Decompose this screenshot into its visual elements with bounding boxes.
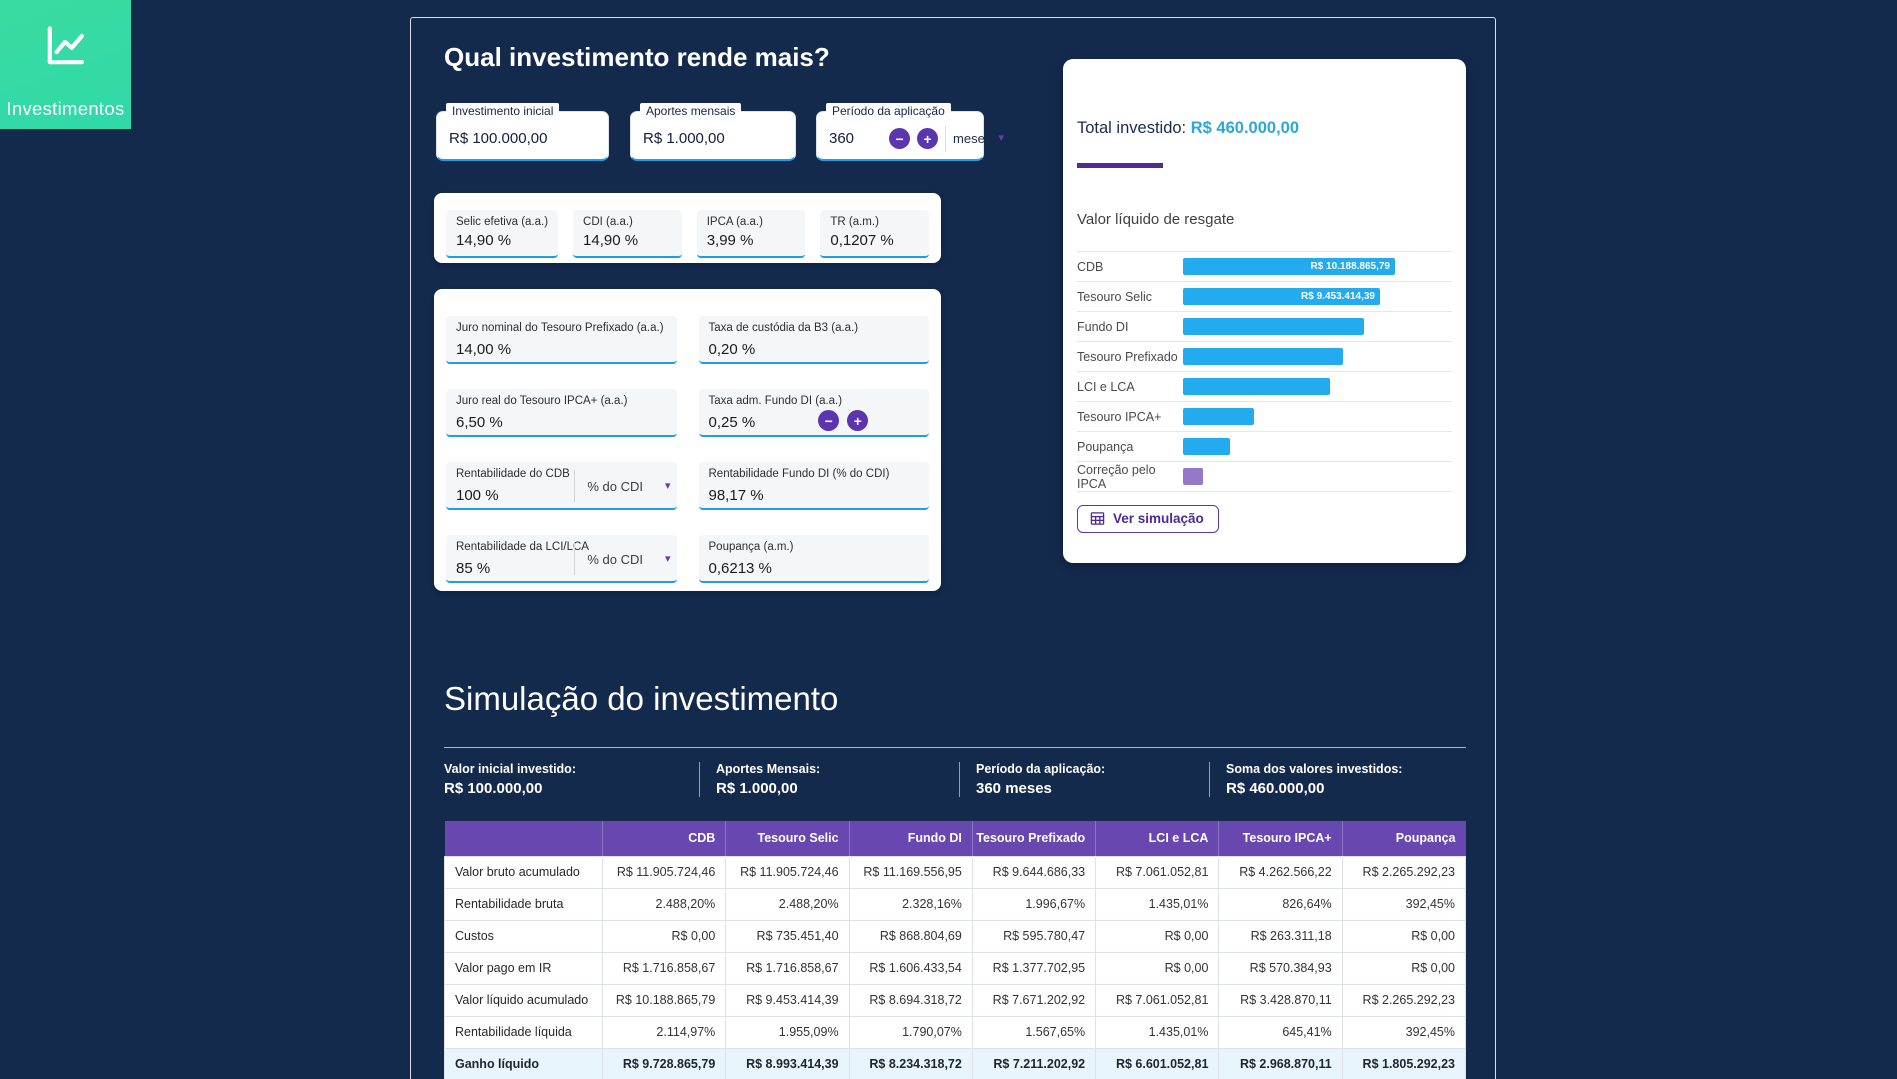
parameter-value[interactable]: 98,17 % (708, 487, 764, 504)
chart-category-label: Correção pelo IPCA (1077, 462, 1156, 491)
table-row-label: Valor pago em IR (445, 952, 603, 984)
increment-button[interactable]: + (847, 410, 868, 431)
parameter-field[interactable] (699, 535, 930, 583)
table-column-header: Tesouro IPCA+ (1219, 821, 1342, 856)
table-cell: R$ 2.265.292,23 (1342, 856, 1465, 888)
table-cell: R$ 11.905.724,46 (726, 856, 849, 888)
summary-item (1209, 762, 1466, 797)
chart-row (1077, 462, 1452, 492)
table-column-header: CDB (603, 821, 726, 856)
table-row-label: Rentabilidade líquida (445, 1016, 603, 1048)
table-cell: 645,41% (1219, 1016, 1342, 1048)
table-cell: 1.955,09% (726, 1016, 849, 1048)
parameter-label: Taxa adm. Fundo DI (a.a.) (708, 395, 843, 407)
table-row-label: Custos (445, 920, 603, 952)
bar-track (1183, 348, 1452, 365)
table-header-row (445, 821, 1466, 856)
table-cell: R$ 595.780,47 (972, 920, 1095, 952)
table-cell: R$ 1.805.292,23 (1342, 1048, 1465, 1079)
table-cell: 826,64% (1219, 888, 1342, 920)
market-rates-card (434, 193, 941, 263)
parameter-label: Rentabilidade da LCI/LCA (456, 541, 589, 553)
decrement-button[interactable]: − (889, 128, 910, 149)
parameter-value[interactable]: 0,20 % (708, 341, 756, 358)
purple-divider (1077, 163, 1163, 168)
summary-item (959, 762, 1209, 797)
parameter-label: Rentabilidade Fundo DI (% do CDI) (708, 468, 890, 480)
summary-label: Aportes Mensais: (716, 762, 821, 776)
parameter-row (709, 410, 920, 431)
table-cell: R$ 735.451,40 (726, 920, 849, 952)
table-cell: R$ 11.169.556,95 (849, 856, 972, 888)
chart-row (1077, 282, 1452, 312)
parameter-row (709, 556, 920, 577)
rate-label: Selic efetiva (a.a.) (456, 216, 549, 228)
table-body (445, 856, 1466, 1079)
rate-box (697, 210, 806, 258)
table-cell: 2.328,16% (849, 888, 972, 920)
results-card (1063, 59, 1466, 563)
table-cell: R$ 2.265.292,23 (1342, 984, 1465, 1016)
table-row (445, 888, 1466, 920)
chart-row (1077, 252, 1452, 282)
rate-value: 0,1207 % (830, 232, 894, 249)
bar-track (1183, 408, 1452, 425)
net-value-bar-chart (1077, 251, 1452, 492)
parameter-field[interactable] (446, 316, 677, 364)
table-cell: R$ 8.993.414,39 (726, 1048, 849, 1079)
unit-selected-value[interactable]: meses (953, 131, 992, 146)
rate-value: 14,90 % (583, 232, 639, 249)
chart-row (1077, 402, 1452, 432)
select-selected-value: % do CDI (587, 478, 643, 494)
table-cell: R$ 0,00 (603, 920, 726, 952)
chart-category-label: Tesouro Prefixado (1077, 349, 1178, 364)
bar (1183, 318, 1364, 335)
bar-track (1183, 288, 1452, 305)
view-simulation-label: Ver simulação (1113, 511, 1204, 526)
chart-row (1077, 432, 1452, 462)
summary-item (444, 762, 699, 797)
table-cell: R$ 9.644.686,33 (972, 856, 1095, 888)
rate-box (573, 210, 682, 258)
bar-track (1183, 258, 1452, 275)
input-field-period[interactable] (816, 104, 1004, 161)
rate-label: TR (a.m.) (830, 216, 879, 228)
bar (1183, 288, 1380, 305)
total-invested-line (1077, 119, 1299, 138)
percent-of-cdi-select[interactable] (574, 470, 670, 502)
table-cell: R$ 9.453.414,39 (726, 984, 849, 1016)
separator (945, 126, 946, 152)
table-cell: 392,45% (1342, 888, 1465, 920)
parameter-field[interactable] (699, 462, 930, 510)
table-row (445, 856, 1466, 888)
table-cell: 2.114,97% (603, 1016, 726, 1048)
table-header (445, 821, 1466, 856)
parameter-value[interactable]: 0,25 % (708, 414, 756, 431)
table-cell: R$ 11.905.724,46 (603, 856, 726, 888)
rate-label: IPCA (a.a.) (706, 216, 763, 228)
input-field-initial-investment[interactable] (436, 104, 609, 161)
table-column-header: LCI e LCA (1096, 821, 1219, 856)
bar (1183, 378, 1330, 395)
table-cell: R$ 4.262.566,22 (1219, 856, 1342, 888)
bar-value-label: R$ 10.188.865,79 (1310, 261, 1390, 272)
summary-value: R$ 460.000,00 (1226, 780, 1325, 797)
chevron-down-icon: ▾ (664, 552, 671, 565)
table-cell: R$ 7.061.052,81 (1096, 856, 1219, 888)
table-row-label: Ganho líquido (445, 1048, 603, 1079)
table-row (445, 952, 1466, 984)
table-cell: R$ 263.311,18 (1219, 920, 1342, 952)
field-value[interactable]: R$ 100.000,00 (449, 130, 548, 147)
table-cell: R$ 7.211.202,92 (972, 1048, 1095, 1079)
summary-item (699, 762, 959, 797)
parameters-card (434, 289, 941, 591)
chevron-down-icon: ▾ (998, 132, 1004, 144)
parameter-field[interactable] (699, 389, 930, 437)
bar-track (1183, 438, 1452, 455)
simulation-summary (444, 762, 1466, 797)
field-label: Investimento inicial (446, 103, 559, 119)
increment-button[interactable]: + (917, 128, 938, 149)
field-label: Período da aplicação (826, 103, 951, 119)
parameter-value[interactable]: 85 % (456, 560, 491, 577)
table-cell: R$ 7.671.202,92 (972, 984, 1095, 1016)
table-cell: R$ 0,00 (1342, 952, 1465, 984)
table-column-header (445, 821, 603, 856)
simulation-title: Simulação do investimento (444, 680, 839, 717)
brand-name: Investimentos (6, 98, 125, 119)
parameter-label: Poupança (a.m.) (708, 541, 794, 553)
parameter-row (709, 337, 920, 358)
percent-of-cdi-select[interactable] (574, 543, 670, 575)
table-cell: R$ 570.384,93 (1219, 952, 1342, 984)
main-panel (410, 17, 1496, 1079)
table-row (445, 984, 1466, 1016)
bar (1183, 258, 1395, 275)
table-cell: R$ 6.601.052,81 (1096, 1048, 1219, 1079)
table-cell: R$ 1.606.433,54 (849, 952, 972, 984)
table-cell: R$ 1.716.858,67 (603, 952, 726, 984)
brand-logo[interactable] (0, 0, 131, 129)
table-column-header: Fundo DI (849, 821, 972, 856)
chart-category-label: Poupança (1077, 439, 1134, 454)
chart-category-label: Tesouro IPCA+ (1077, 409, 1162, 424)
bar (1183, 438, 1230, 455)
decrement-button[interactable]: − (818, 410, 839, 431)
parameter-row (456, 337, 667, 358)
rate-value: 3,99 % (706, 232, 754, 249)
parameter-label: Rentabilidade do CDB (456, 468, 570, 480)
bar-track (1183, 318, 1452, 335)
table-icon (1090, 511, 1105, 526)
summary-value: R$ 100.000,00 (444, 780, 543, 797)
table-cell: R$ 10.188.865,79 (603, 984, 726, 1016)
chevron-down-icon: ▾ (664, 479, 671, 492)
total-invested-value: R$ 460.000,00 (1190, 119, 1300, 137)
table-cell: 1.435,01% (1096, 888, 1219, 920)
field-value[interactable]: R$ 1.000,00 (643, 130, 725, 147)
parameter-field[interactable] (699, 316, 930, 364)
chart-row (1077, 372, 1452, 402)
field-body (437, 112, 608, 159)
parameter-value[interactable]: 6,50 % (456, 414, 503, 431)
table-cell: 1.435,01% (1096, 1016, 1219, 1048)
table-row (445, 1016, 1466, 1048)
table-column-header: Poupança (1342, 821, 1465, 856)
parameter-row (456, 410, 667, 431)
rate-box (446, 210, 558, 258)
table-row-label: Rentabilidade bruta (445, 888, 603, 920)
rate-label: CDI (a.a.) (583, 216, 633, 228)
table-cell: R$ 1.716.858,67 (726, 952, 849, 984)
table-cell: R$ 2.968.870,11 (1219, 1048, 1342, 1079)
rate-box (820, 210, 929, 258)
table-row (445, 920, 1466, 952)
summary-label: Período da aplicação: (976, 762, 1106, 776)
table-cell: R$ 7.061.052,81 (1096, 984, 1219, 1016)
table-cell: R$ 8.694.318,72 (849, 984, 972, 1016)
parameter-value[interactable]: 14,00 % (456, 341, 512, 358)
parameter-field[interactable] (446, 462, 677, 510)
select-selected-value: % do CDI (587, 551, 643, 567)
table-cell: 392,45% (1342, 1016, 1465, 1048)
table-row-label: Valor bruto acumulado (445, 856, 603, 888)
table-cell: R$ 1.377.702,95 (972, 952, 1095, 984)
section-divider (444, 747, 1466, 748)
bar-track (1183, 378, 1452, 395)
parameter-label: Juro real do Tesouro IPCA+ (a.a.) (456, 395, 628, 407)
table-cell: R$ 9.728.865,79 (603, 1048, 726, 1079)
parameter-field[interactable] (446, 389, 677, 437)
parameter-label: Taxa de custódia da B3 (a.a.) (708, 322, 859, 334)
table-cell: 1.567,65% (972, 1016, 1095, 1048)
calculator-title: Qual investimento rende mais? (444, 42, 830, 72)
table-cell: R$ 0,00 (1096, 920, 1219, 952)
chart-row (1077, 312, 1452, 342)
table-cell: R$ 8.234.318,72 (849, 1048, 972, 1079)
summary-label: Soma dos valores investidos: (1226, 762, 1403, 776)
table-column-header: Tesouro Prefixado (972, 821, 1095, 856)
field-value[interactable]: 360 (829, 130, 855, 147)
table-row-label: Valor líquido acumulado (445, 984, 603, 1016)
parameter-value[interactable]: 100 % (456, 487, 499, 504)
rate-value: 14,90 % (456, 232, 512, 249)
chart-category-label: Tesouro Selic (1077, 289, 1153, 304)
chart-title: Valor líquido de resgate (1077, 211, 1235, 228)
bar-value-label: R$ 9.453.414,39 (1301, 291, 1375, 302)
table-cell: R$ 868.804,69 (849, 920, 972, 952)
field-body (817, 112, 1004, 159)
view-simulation-button[interactable] (1077, 505, 1219, 533)
input-field-monthly-deposit[interactable] (630, 104, 796, 161)
chart-category-label: CDB (1077, 259, 1104, 274)
chart-category-label: Fundo DI (1077, 319, 1129, 334)
bar-track (1183, 468, 1452, 485)
summary-value: R$ 1.000,00 (716, 780, 798, 797)
parameter-row (709, 483, 920, 504)
table-column-header: Tesouro Selic (726, 821, 849, 856)
parameter-field[interactable] (446, 535, 677, 583)
table-cell: 2.488,20% (726, 888, 849, 920)
total-invested-label: Total investido: (1077, 119, 1187, 137)
table-cell: R$ 3.428.870,11 (1219, 984, 1342, 1016)
stepper-group (818, 410, 868, 431)
line-chart-icon (38, 20, 92, 74)
bar (1183, 348, 1343, 365)
table-cell: 1.790,07% (849, 1016, 972, 1048)
table-cell: R$ 0,00 (1342, 920, 1465, 952)
simulation-table (444, 821, 1466, 1079)
summary-label: Valor inicial investido: (444, 762, 576, 776)
chart-row (1077, 342, 1452, 372)
parameter-label: Juro nominal do Tesouro Prefixado (a.a.) (456, 322, 664, 334)
table-cell: R$ 0,00 (1096, 952, 1219, 984)
chart-category-label: LCI e LCA (1077, 379, 1135, 394)
table-row (445, 1048, 1466, 1079)
parameter-value[interactable]: 0,6213 % (708, 560, 772, 577)
table-cell: 2.488,20% (603, 888, 726, 920)
field-body (631, 112, 795, 159)
table-cell: 1.996,67% (972, 888, 1095, 920)
bar (1183, 468, 1203, 485)
field-label: Aportes mensais (640, 103, 741, 119)
bar (1183, 408, 1254, 425)
summary-value: 360 meses (976, 780, 1052, 797)
